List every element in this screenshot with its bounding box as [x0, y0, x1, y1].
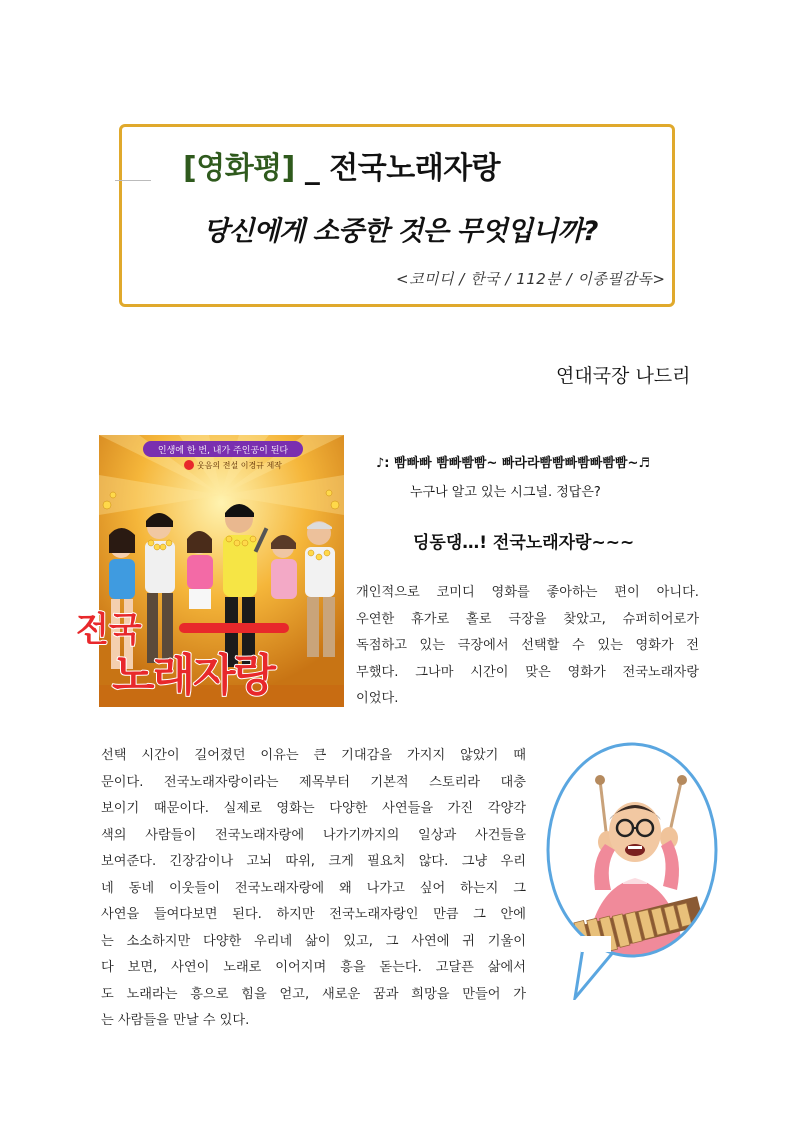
- title-tick-mark: [115, 180, 151, 181]
- paragraph-line: 보이기 때문이다. 실제로 영화는 다양한 사연들을 가진 각양각: [101, 801, 526, 816]
- review-subtitle: 당신에게 소중한 것은 무엇입니까?: [203, 216, 598, 247]
- paragraph-line: 네 동네 이웃들이 전국노래자랑에 왜 나가고 싶어 하는지 그: [101, 880, 526, 896]
- paragraph-line: 사연을 들여다보면 된다. 하지만 전국노래자랑인 만큼 그 안에: [101, 907, 526, 922]
- paragraph-line: 도 노래라는 흥으로 힘을 얻고, 새로운 꿈과 희망을 만들어 가: [101, 986, 526, 1002]
- paragraph-line: 독점하고 있는 극장에서 선택할 수 있는 영화가 전: [356, 638, 699, 653]
- movie-info: <코미디 / 한국 / 112분 / 이종필감독>: [396, 270, 666, 288]
- paragraph-line: 색의 사람들이 전국노래자랑에 나가기까지의 일상과 사건들을: [101, 827, 526, 843]
- paragraph-line: 우연한 휴가로 홀로 극장을 찾았고, 슈퍼히어로가: [356, 611, 699, 627]
- poster-tagline: 인생에 한 번, 내가 주인공이 된다: [157, 446, 289, 456]
- paragraph-line: 는 사람들을 만날 수 있다.: [101, 1013, 250, 1028]
- paragraph-1: [356, 580, 699, 713]
- paragraph-line: 다 보면, 사연이 노래로 이어지며 흥을 돋는다. 고달픈 삶에서: [101, 960, 526, 975]
- paragraph-line: 선택 시간이 길어졌던 이유는 큰 기대감을 가지지 않았기 때: [101, 748, 526, 763]
- poster-title-line2: 노래자랑: [112, 650, 275, 701]
- paragraph-2: [101, 743, 526, 1035]
- answer-line: 딩동댕…! 전국노래자랑~~~: [413, 533, 635, 553]
- question-line: 누구나 알고 있는 시그널. 정답은?: [410, 485, 601, 500]
- paragraph-line: 는 소소하지만 다양한 우리네 삶이 있고, 그 사연에 귀 기울이: [101, 933, 526, 949]
- movie-title: 전국노래자랑: [329, 151, 501, 186]
- review-label: [영화평]: [183, 151, 295, 186]
- author-byline: 연대국장 나드리: [556, 365, 691, 387]
- paragraph-line: 개인적으로 코미디 영화를 좋아하는 편이 아니다.: [356, 585, 699, 600]
- review-heading: [183, 143, 500, 187]
- paragraph-line: 보여준다. 긴장감이나 고뇌 따위, 크게 필요치 않다. 그냥 우리: [101, 854, 526, 869]
- poster-title-line1: 전국: [76, 610, 142, 650]
- jingle-line: ♪: 빰빠빠 빰빠빰빰~ 빠라라빰빰빠빰빠빰빰~♬: [376, 456, 650, 471]
- host-portrait-bubble: [545, 740, 719, 1000]
- poster-credit: 웃음의 전설 이경규 제작: [197, 461, 282, 470]
- heading-separator: _: [304, 151, 320, 186]
- paragraph-line: 무했다. 그나마 시간이 맞은 영화가 전국노래자랑: [356, 664, 699, 680]
- paragraph-line: 문이다. 전국노래자랑이라는 제목부터 기본적 스토리라 대충: [101, 774, 526, 790]
- paragraph-line: 이었다.: [356, 691, 399, 706]
